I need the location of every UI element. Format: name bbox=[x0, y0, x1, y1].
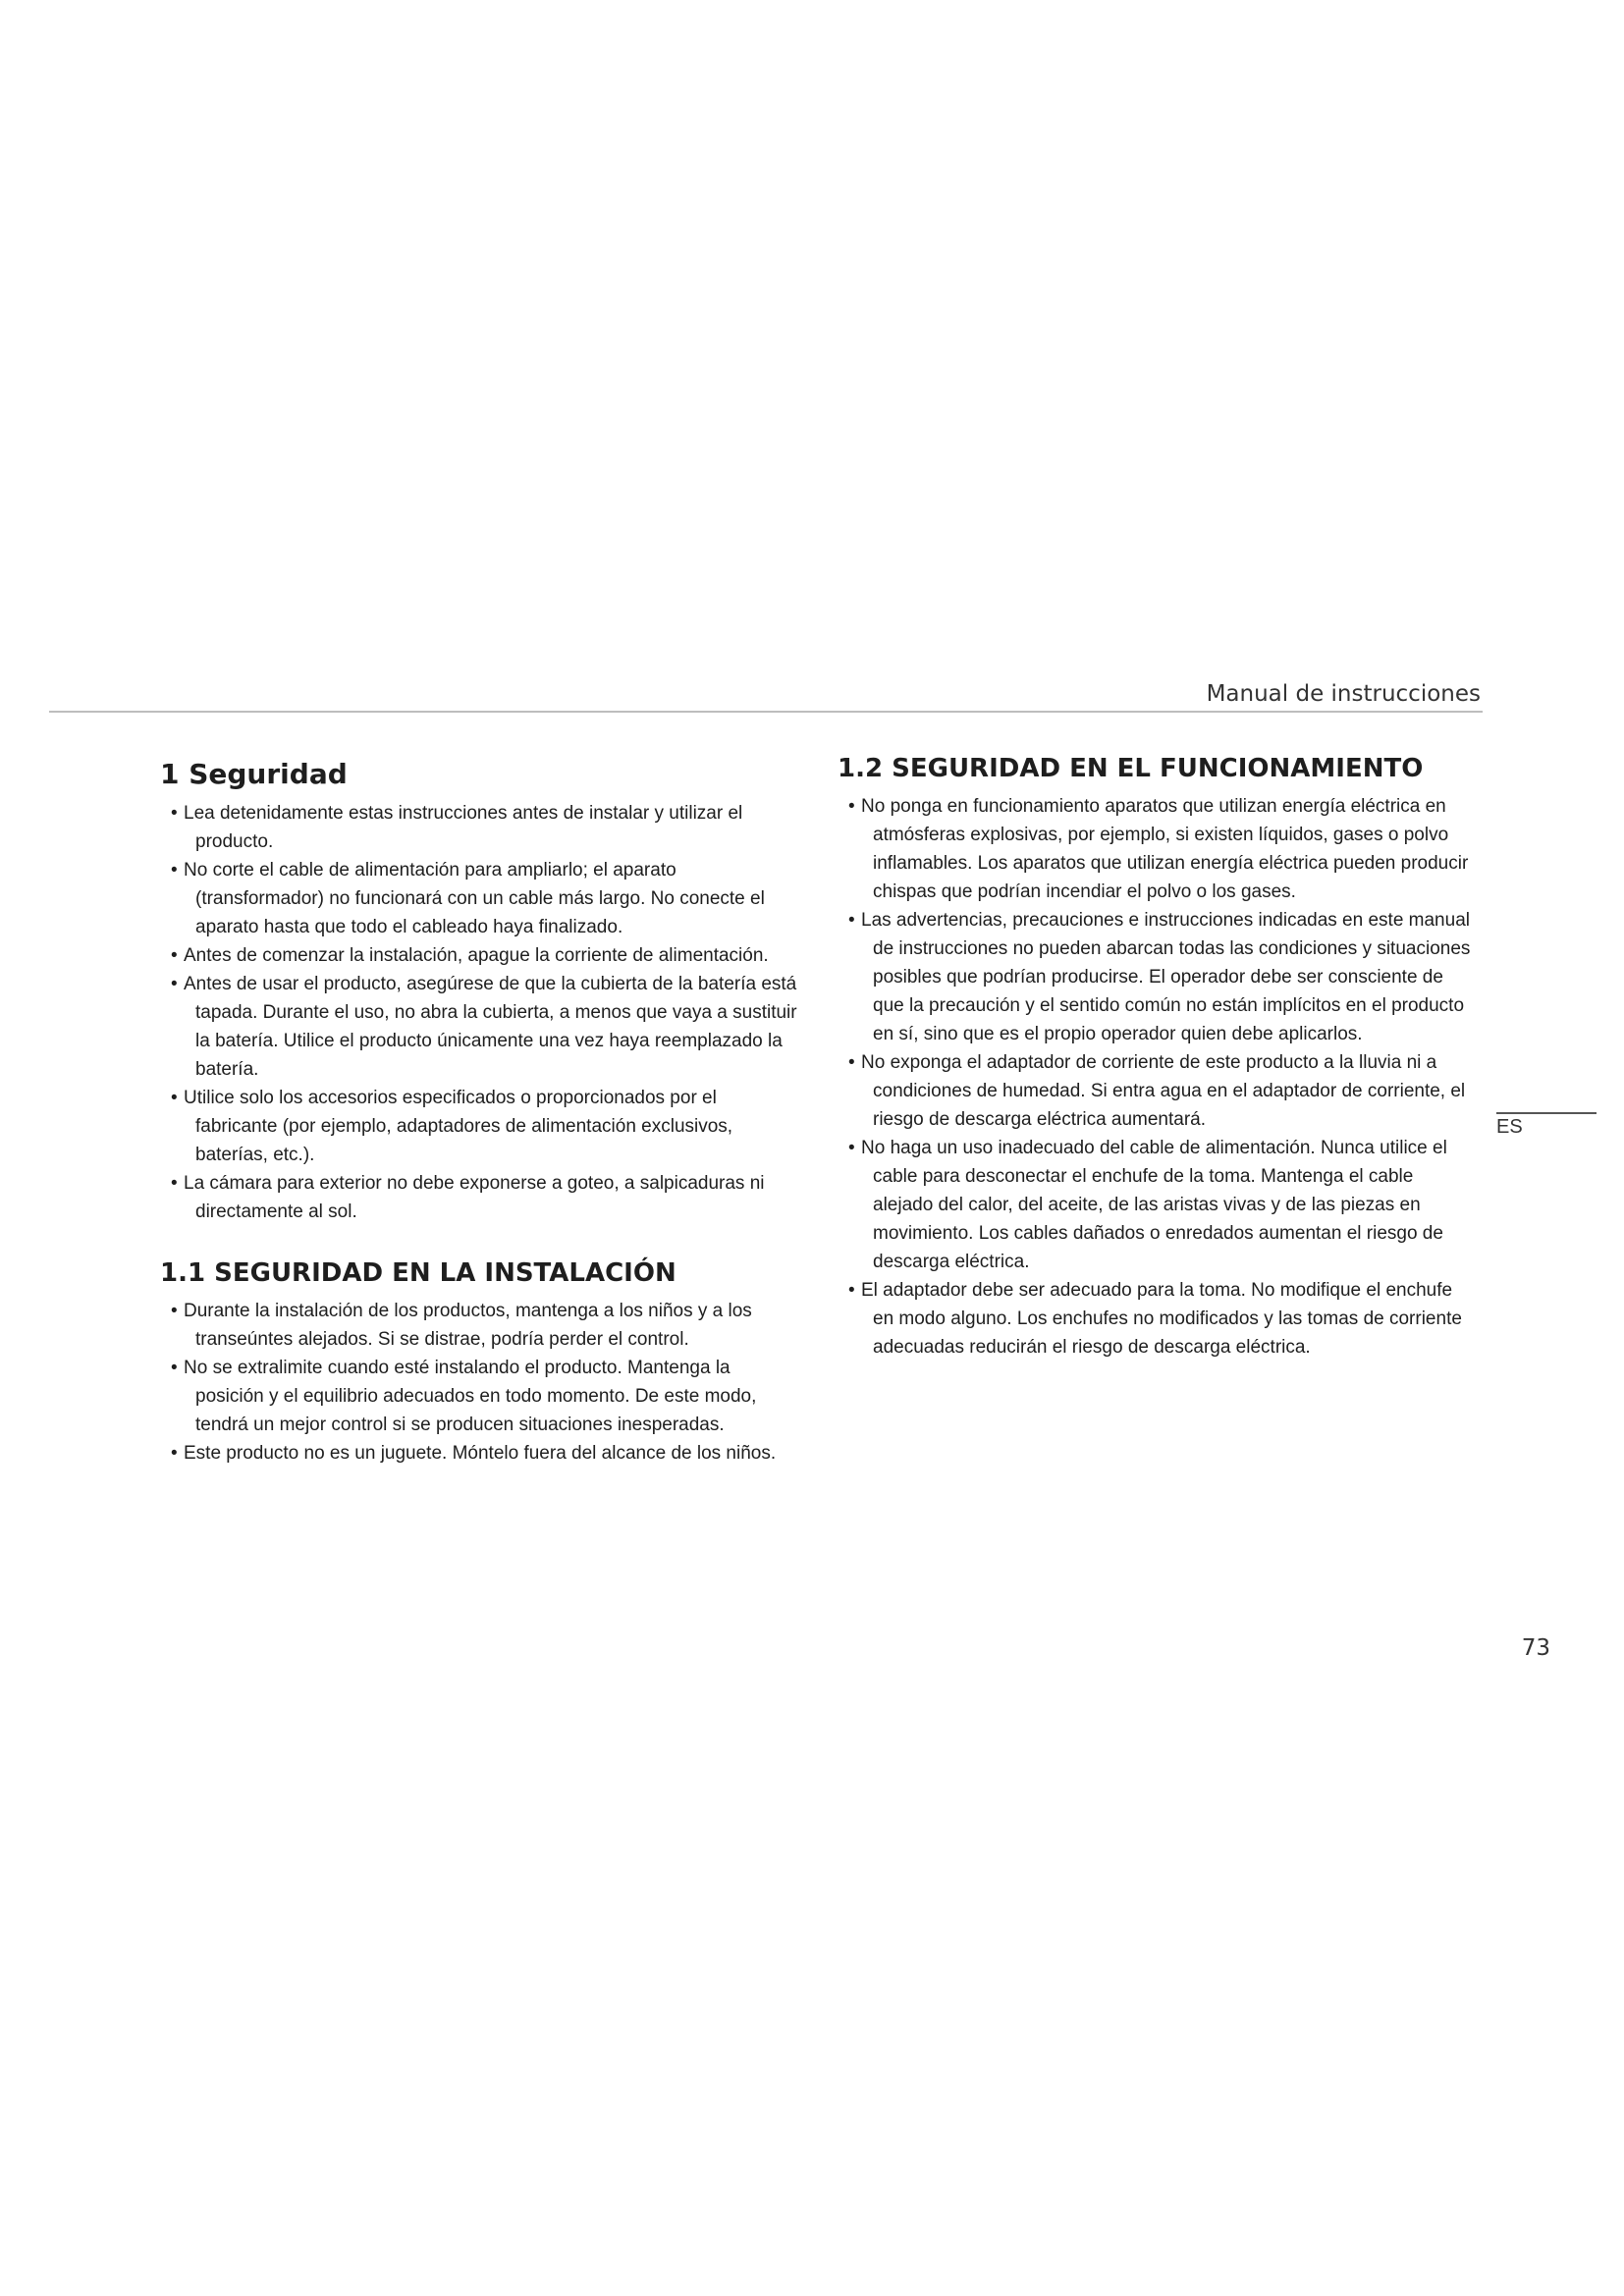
list-item: • No corte el cable de alimentación para ampliarlo; el aparato (transformador) no funcionará con un cable más largo. No conecte el aparato hasta que todo el cableado haya finalizado. bbox=[160, 856, 803, 941]
list-item: • Este producto no es un juguete. Móntelo fuera del alcance de los niños. bbox=[160, 1439, 803, 1468]
list-item: • Durante la instalación de los productos, mantenga a los niños y a los transeúntes alejados. Si se distrae, podría perder el control. bbox=[160, 1297, 803, 1354]
list-item: • Las advertencias, precauciones e instrucciones indicadas en este manual de instrucciones no pueden abarcan todas las condiciones y situaciones posibles que podrían producirse. El operador debe ser consciente de que la precaución y el sentido común no están implícitos en el producto en sí, sino que es el propio operador quien debe aplicarlos. bbox=[838, 906, 1476, 1048]
list-item: • Antes de usar el producto, asegúrese de que la cubierta de la batería está tapada. Durante el uso, no abra la cubierta, a menos que vaya a sustituir la batería. Utilice el producto únicamente una vez haya reemplazado la batería. bbox=[160, 970, 803, 1084]
list-item: • No haga un uso inadecuado del cable de alimentación. Nunca utilice el cable para desconectar el enchufe de la toma. Mantenga el cable alejado del calor, del aceite, de las aristas vivas y de las piezas en movimiento. Los cables dañados o enredados aumentan el riesgo de descarga eléctrica. bbox=[838, 1134, 1476, 1276]
page-number: 73 bbox=[1521, 1635, 1550, 1661]
list-item: • No exponga el adaptador de corriente de este producto a la lluvia ni a condiciones de humedad. Si entra agua en el adaptador de corriente, el riesgo de descarga eléctrica aumentará. bbox=[838, 1048, 1476, 1134]
header-title: Manual de instrucciones bbox=[1206, 681, 1481, 707]
list-item: • No se extralimite cuando esté instalando el producto. Mantenga la posición y el equilibrio adecuados en todo momento. De este modo, tendrá un mejor control si se producen situaciones inesperadas. bbox=[160, 1354, 803, 1439]
seguridad-list bbox=[160, 799, 803, 1226]
left-column bbox=[160, 756, 803, 1468]
section-title-instalacion: 1.1 SEGURIDAD EN LA INSTALACIÓN bbox=[160, 1258, 677, 1288]
language-tab bbox=[1496, 1112, 1597, 1138]
funcionamiento-list bbox=[838, 792, 1476, 1362]
list-item: • No ponga en funcionamiento aparatos que utilizan energía eléctrica en atmósferas explosivas, por ejemplo, si existen líquidos, gases o polvo inflamables. Los aparatos que utilizan energía eléctrica pueden producir chispas que podrían incendiar el polvo o los gases. bbox=[838, 792, 1476, 906]
language-label: ES bbox=[1496, 1116, 1523, 1138]
list-item: • Antes de comenzar la instalación, apague la corriente de alimentación. bbox=[160, 941, 803, 970]
instalacion-list bbox=[160, 1297, 803, 1468]
list-item: • El adaptador debe ser adecuado para la toma. No modifique el enchufe en modo alguno. Los enchufes no modificados y las tomas de corriente adecuadas reducirán el riesgo de descarga eléctrica. bbox=[838, 1276, 1476, 1362]
page-header bbox=[49, 675, 1483, 713]
list-item: • Lea detenidamente estas instrucciones antes de instalar y utilizar el producto. bbox=[160, 799, 803, 856]
section-title-funcionamiento: 1.2 SEGURIDAD EN EL FUNCIONAMIENTO bbox=[838, 754, 1424, 783]
list-item: • La cámara para exterior no debe exponerse a goteo, a salpicaduras ni directamente al sol. bbox=[160, 1169, 803, 1226]
section-title-seguridad: 1 Seguridad bbox=[160, 758, 348, 790]
list-item: • Utilice solo los accesorios especificados o proporcionados por el fabricante (por ejemplo, adaptadores de alimentación exclusivos, baterías, etc.). bbox=[160, 1084, 803, 1169]
right-column bbox=[838, 751, 1476, 1362]
